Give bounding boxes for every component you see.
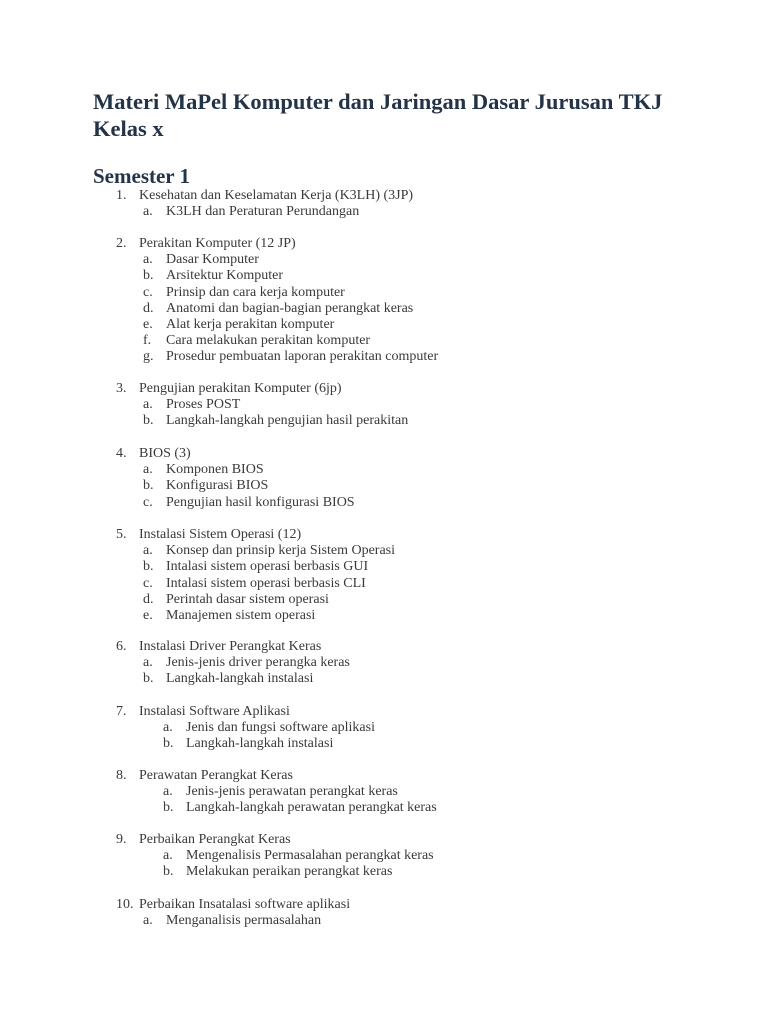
topic-number: 2. xyxy=(116,236,127,251)
topic-label: Pengujian perakitan Komputer (6jp) xyxy=(139,381,342,396)
subtopic-label: Anatomi dan bagian-bagian perangkat keras xyxy=(166,300,414,316)
subtopic-label: Manajemen sistem operasi xyxy=(166,607,316,623)
topic-number: 3. xyxy=(116,381,127,396)
subtopic-list xyxy=(0,848,768,880)
subtopic-letter: a. xyxy=(163,784,173,800)
subtopic-item xyxy=(0,784,768,800)
subtopic-item xyxy=(0,576,768,592)
topic-number: 1. xyxy=(116,188,127,203)
subtopic-label: Dasar Komputer xyxy=(166,252,259,268)
topic-label: Perbaikan Insatalasi software aplikasi xyxy=(139,897,351,912)
subtopic-list xyxy=(0,204,768,220)
subtopic-label: Langkah-langkah instalasi xyxy=(166,671,314,687)
topic-label: Perbaikan Perangkat Keras xyxy=(139,832,291,847)
subtopic-item xyxy=(0,800,768,816)
subtopic-label: Langkah-langkah pengujian hasil perakitan xyxy=(166,413,409,429)
subtopic-label: Proses POST xyxy=(166,397,241,413)
subtopic-label: Jenis dan fungsi software aplikasi xyxy=(186,720,375,736)
subtopic-item xyxy=(0,655,768,671)
subtopic-letter: b. xyxy=(163,736,174,752)
subtopic-label: Alat kerja perakitan komputer xyxy=(166,316,335,332)
topic-number: 8. xyxy=(116,768,127,783)
subtopic-letter: c. xyxy=(143,575,153,591)
subtopic-letter: d. xyxy=(143,300,154,316)
subtopic-letter: b. xyxy=(143,478,154,494)
subtopic-list xyxy=(0,252,768,365)
subtopic-item xyxy=(0,413,768,429)
subtopic-item xyxy=(0,349,768,365)
subtopic-item xyxy=(0,608,768,624)
subtopic-letter: f. xyxy=(143,333,152,349)
subtopic-letter: a. xyxy=(163,848,173,864)
subtopic-label: K3LH dan Peraturan Perundangan xyxy=(166,204,360,220)
subtopic-list xyxy=(0,720,768,752)
subtopic-item xyxy=(0,671,768,687)
topic-label: Kesehatan dan Keselamatan Kerja (K3LH) (3JP) xyxy=(139,188,414,203)
subtopic-item xyxy=(0,848,768,864)
subtopic-label: Langkah-langkah instalasi xyxy=(186,736,334,752)
subtopic-label: Mengenalisis Permasalahan perangkat keras xyxy=(186,848,434,864)
subtopic-label: Komponen BIOS xyxy=(166,462,264,478)
document-title: Materi MaPel Komputer dan Jaringan Dasar Jurusan TKJ Kelas x xyxy=(93,89,663,141)
subtopic-label: Intalasi sistem operasi berbasis CLI xyxy=(166,575,366,591)
subtopic-label: Perintah dasar sistem operasi xyxy=(166,591,329,607)
subtopic-letter: b. xyxy=(143,413,154,429)
subtopic-item xyxy=(0,462,768,478)
subtopic-letter: b. xyxy=(143,671,154,687)
subtopic-letter: a. xyxy=(143,462,153,478)
topic-number: 4. xyxy=(116,446,127,461)
subtopic-item xyxy=(0,543,768,559)
subtopic-item xyxy=(0,720,768,736)
subtopic-letter: e. xyxy=(143,316,153,332)
subtopic-label: Cara melakukan perakitan komputer xyxy=(166,333,371,349)
topic-label: Instalasi Software Aplikasi xyxy=(139,704,290,719)
subtopic-label: Prinsip dan cara kerja komputer xyxy=(166,284,345,300)
subtopic-label: Jenis-jenis driver perangka keras xyxy=(166,655,350,671)
subtopic-list xyxy=(0,462,768,511)
subtopic-letter: g. xyxy=(143,349,154,365)
subtopic-item xyxy=(0,317,768,333)
subtopic-list xyxy=(0,913,768,929)
subtopic-letter: a. xyxy=(143,543,153,559)
section-heading-semester: Semester 1 xyxy=(93,164,190,188)
subtopic-letter: a. xyxy=(143,913,153,929)
subtopic-item xyxy=(0,478,768,494)
topic-label: Instalasi Driver Perangkat Keras xyxy=(139,639,322,654)
subtopic-letter: c. xyxy=(143,494,153,510)
subtopic-list xyxy=(0,784,768,816)
topic-label: Perakitan Komputer (12 JP) xyxy=(139,236,296,251)
subtopic-label: Langkah-langkah perawatan perangkat keras xyxy=(186,800,437,816)
subtopic-label: Arsitektur Komputer xyxy=(166,268,284,284)
subtopic-list xyxy=(0,543,768,624)
subtopic-label: Konfigurasi BIOS xyxy=(166,478,269,494)
topic-number: 7. xyxy=(116,704,127,719)
topic-number: 9. xyxy=(116,832,127,847)
subtopic-letter: a. xyxy=(143,252,153,268)
subtopic-letter: c. xyxy=(143,284,153,300)
subtopic-letter: b. xyxy=(163,800,174,816)
topic-label: BIOS (3) xyxy=(139,446,191,461)
subtopic-item xyxy=(0,204,768,220)
topic-label: Instalasi Sistem Operasi (12) xyxy=(139,527,302,542)
subtopic-letter: a. xyxy=(143,397,153,413)
topic-number: 6. xyxy=(116,639,127,654)
subtopic-label: Menganalisis permasalahan xyxy=(166,913,322,929)
subtopic-item xyxy=(0,333,768,349)
subtopic-item xyxy=(0,559,768,575)
subtopic-item xyxy=(0,397,768,413)
subtopic-label: Jenis-jenis perawatan perangkat keras xyxy=(186,784,398,800)
subtopic-item xyxy=(0,285,768,301)
subtopic-item xyxy=(0,252,768,268)
topic-label: Perawatan Perangkat Keras xyxy=(139,768,293,783)
subtopic-list xyxy=(0,397,768,429)
subtopic-letter: a. xyxy=(143,655,153,671)
subtopic-list xyxy=(0,655,768,687)
subtopic-letter: d. xyxy=(143,591,154,607)
subtopic-item xyxy=(0,864,768,880)
subtopic-letter: a. xyxy=(163,720,173,736)
topic-number: 5. xyxy=(116,527,127,542)
topic-number: 10. xyxy=(116,897,134,912)
subtopic-letter: e. xyxy=(143,607,153,623)
subtopic-label: Prosedur pembuatan laporan perakitan computer xyxy=(166,349,439,365)
subtopic-label: Melakukan peraikan perangkat keras xyxy=(186,864,393,880)
subtopic-letter: b. xyxy=(143,268,154,284)
subtopic-letter: a. xyxy=(143,204,153,220)
subtopic-item xyxy=(0,736,768,752)
subtopic-item xyxy=(0,913,768,929)
subtopic-item xyxy=(0,592,768,608)
subtopic-letter: b. xyxy=(163,864,174,880)
subtopic-label: Intalasi sistem operasi berbasis GUI xyxy=(166,559,369,575)
subtopic-letter: b. xyxy=(143,559,154,575)
subtopic-item xyxy=(0,268,768,284)
subtopic-item xyxy=(0,495,768,511)
subtopic-label: Pengujian hasil konfigurasi BIOS xyxy=(166,494,355,510)
subtopic-item xyxy=(0,301,768,317)
subtopic-label: Konsep dan prinsip kerja Sistem Operasi xyxy=(166,543,396,559)
